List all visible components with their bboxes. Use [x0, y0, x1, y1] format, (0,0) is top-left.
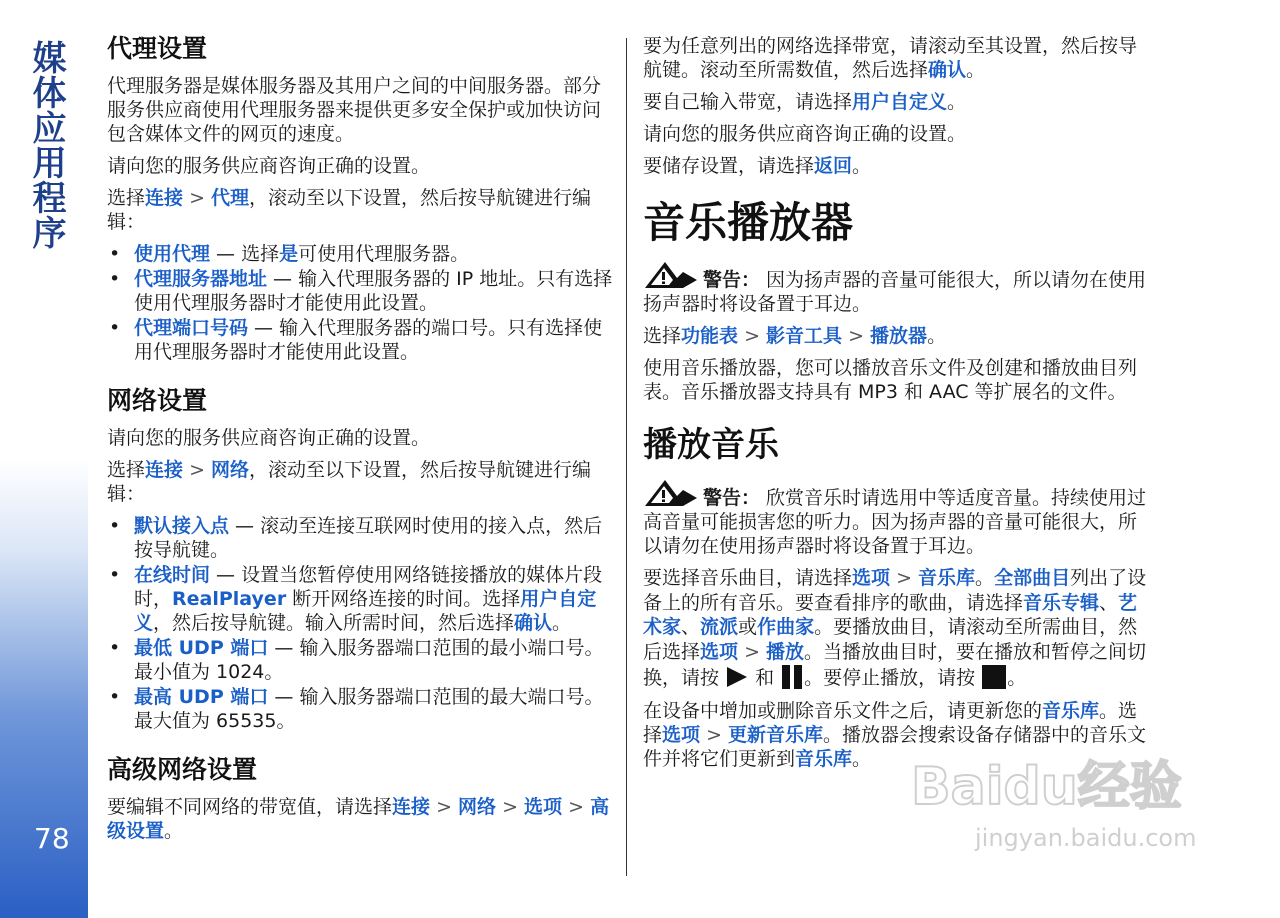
bandwidth-advice: 请向您的服务供应商咨询正确的设置。 [643, 123, 967, 145]
proxy-advice: 请向您的服务供应商咨询正确的设置。 [107, 155, 431, 177]
column-divider [626, 38, 627, 876]
pause-icon [780, 664, 804, 690]
heading-network: 网络设置 [107, 386, 208, 415]
network-advice: 请向您的服务供应商咨询正确的设置。 [107, 427, 431, 449]
play-icon [725, 665, 749, 689]
advanced-path: 要编辑不同网络的带宽值，请选择连接 > 网络 > 选项 > 高级设置。 [107, 796, 610, 842]
warning-icon [643, 478, 699, 508]
section-title: 媒体应用程序 [26, 40, 66, 250]
heading-play-music: 播放音乐 [643, 425, 779, 465]
bandwidth-save: 要储存设置，请选择返回。 [643, 155, 872, 177]
svg-text:Baidu经验: Baidu经验 [911, 757, 1182, 817]
side-strip [0, 0, 88, 918]
music-path: 选择功能表 > 影音工具 > 播放器。 [643, 325, 947, 347]
list-item: • 使用代理 — 选择是可使用代理服务器。 [109, 243, 470, 265]
heading-proxy: 代理设置 [107, 34, 208, 63]
list-item: • 在线时间 — 设置当您暂停使用网络链接播放的媒体片段时，RealPlayer 断开网络连接的时间。选择用户自定义，然后按导航键。输入所需时间，然后选择确认。 [109, 564, 603, 634]
proxy-list [107, 242, 615, 364]
network-list [107, 514, 615, 733]
warning-icon [643, 260, 699, 290]
network-path: 选择连接 > 网络，滚动至以下设置，然后按导航键进行编辑： [107, 459, 592, 505]
heading-music-player: 音乐播放器 [643, 198, 854, 247]
music-warning: 警告： 因为扬声器的音量可能很大，所以请勿在使用扬声器时将设备置于耳边。 [643, 260, 1153, 316]
bandwidth-select: 要为任意列出的网络选择带宽，请滚动至其设置，然后按导航键。滚动至所需数值，然后选择确认。 [643, 35, 1138, 81]
play-instructions: 要选择音乐曲目，请选择选项 > 音乐库。全部曲目列出了设备上的所有音乐。要查看排序的歌曲，请选择音乐专辑、艺术家、流派或作曲家。要播放曲目，请滚动至所需曲目，然后选择选项 > 播放。当播放曲目时，要在播放和暂停之间切换，请按 和 。要停止播放，请按 。 [643, 567, 1147, 689]
list-item: • 最低 UDP 端口 — 输入服务器端口范围的最小端口号。最小值为 1024。 [109, 637, 604, 683]
left-column [107, 32, 615, 851]
list-item: • 默认接入点 — 滚动至连接互联网时使用的接入点，然后按导航键。 [109, 515, 603, 561]
list-item: • 最高 UDP 端口 — 输入服务器端口范围的最大端口号。最大值为 65535。 [109, 686, 604, 732]
play-warning: 警告： 欣赏音乐时请选用中等适度音量。持续使用过高音量可能损害您的听力。因为扬声器的音量可能很大，所以请勿在使用扬声器时将设备置于耳边。 [643, 478, 1153, 558]
page-number: 78 [34, 822, 70, 855]
library-update: 在设备中增加或删除音乐文件之后，请更新您的音乐库。选择选项 > 更新音乐库。播放器会搜索设备存储器中的音乐文件并将它们更新到音乐库。 [643, 699, 1147, 770]
heading-advanced: 高级网络设置 [107, 755, 258, 784]
list-item: • 代理服务器地址 — 输入代理服务器的 IP 地址。只有选择使用代理服务器时才能使用此设置。 [109, 268, 613, 314]
right-column [643, 34, 1153, 779]
stop-icon [981, 664, 1007, 690]
list-item: • 代理端口号码 — 输入代理服务器的端口号。只有选择使用代理服务器时才能使用此设置。 [109, 317, 603, 363]
proxy-intro: 代理服务器是媒体服务器及其用户之间的中间服务器。部分服务供应商使用代理服务器来提供更多安全保护或加快访问包含媒体文件的网页的速度。 [107, 75, 602, 145]
proxy-path: 选择连接 > 代理，滚动至以下设置，然后按导航键进行编辑： [107, 187, 592, 233]
svg-text:jingyan.baidu.com: jingyan.baidu.com [975, 824, 1197, 852]
bandwidth-custom: 要自己输入带宽，请选择用户自定义。 [643, 91, 967, 113]
music-desc: 使用音乐播放器，您可以播放音乐文件及创建和播放曲目列表。音乐播放器支持具有 MP3 和 AAC 等扩展名的文件。 [643, 357, 1138, 403]
